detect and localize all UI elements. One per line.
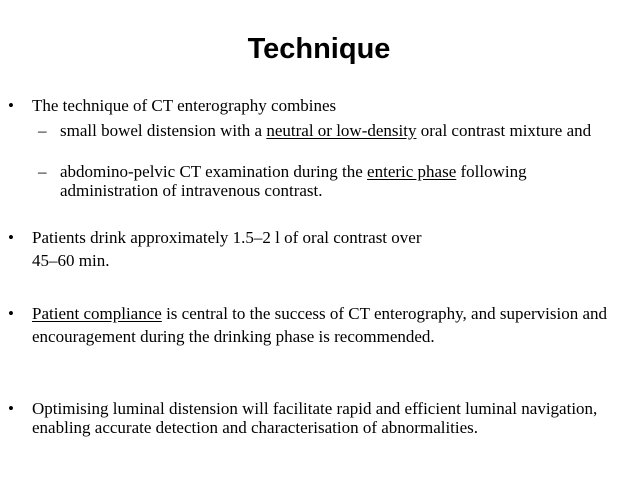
- bullet-text: [32, 302, 623, 348]
- text-segment: following administration of intravenous contrast.: [60, 162, 527, 200]
- sub-bullet-dash: –: [38, 162, 47, 181]
- text-line: Patients drink approximately 1.5–2 l of oral contrast over: [32, 228, 422, 247]
- sub-bullet-ct-exam: [38, 162, 618, 200]
- bullet-text: The technique of CT enterography combines: [32, 96, 337, 115]
- bullet-technique: [8, 96, 623, 115]
- bullet-text: [32, 226, 623, 272]
- bullet-patient-compliance: [8, 302, 623, 348]
- bullet-dot: •: [8, 96, 14, 115]
- underlined-term: neutral or low-density: [266, 121, 417, 140]
- text-line: 45–60 min.: [32, 251, 110, 270]
- text-segment: small bowel distension with a: [60, 121, 267, 140]
- sub-bullet-dash: –: [38, 121, 47, 140]
- text-segment: is central to the success of CT enterography, and supervision and encouragement during the drinking phase is recommended.: [32, 304, 608, 346]
- text-segment: abdomino-pelvic CT examination during the: [60, 162, 368, 181]
- bullet-dot: •: [8, 399, 14, 418]
- slide-title: Technique: [247, 33, 391, 65]
- sub-bullet-text: [60, 162, 618, 200]
- underlined-term: Patient compliance: [32, 304, 162, 323]
- sub-bullet-text: [60, 121, 618, 140]
- underlined-term: enteric phase: [367, 162, 457, 181]
- text-segment: oral contrast mixture and: [416, 121, 592, 140]
- bullet-oral-contrast: [8, 226, 623, 272]
- bullet-dot: •: [8, 228, 14, 247]
- bullet-text: Optimising luminal distension will facilitate rapid and efficient luminal navigation, enabling accurate detection and characterisation of abnormalities.: [32, 399, 598, 437]
- bullet-luminal-distension: [8, 399, 623, 437]
- bullet-dot: •: [8, 304, 14, 323]
- sub-bullet-distension: [38, 121, 618, 140]
